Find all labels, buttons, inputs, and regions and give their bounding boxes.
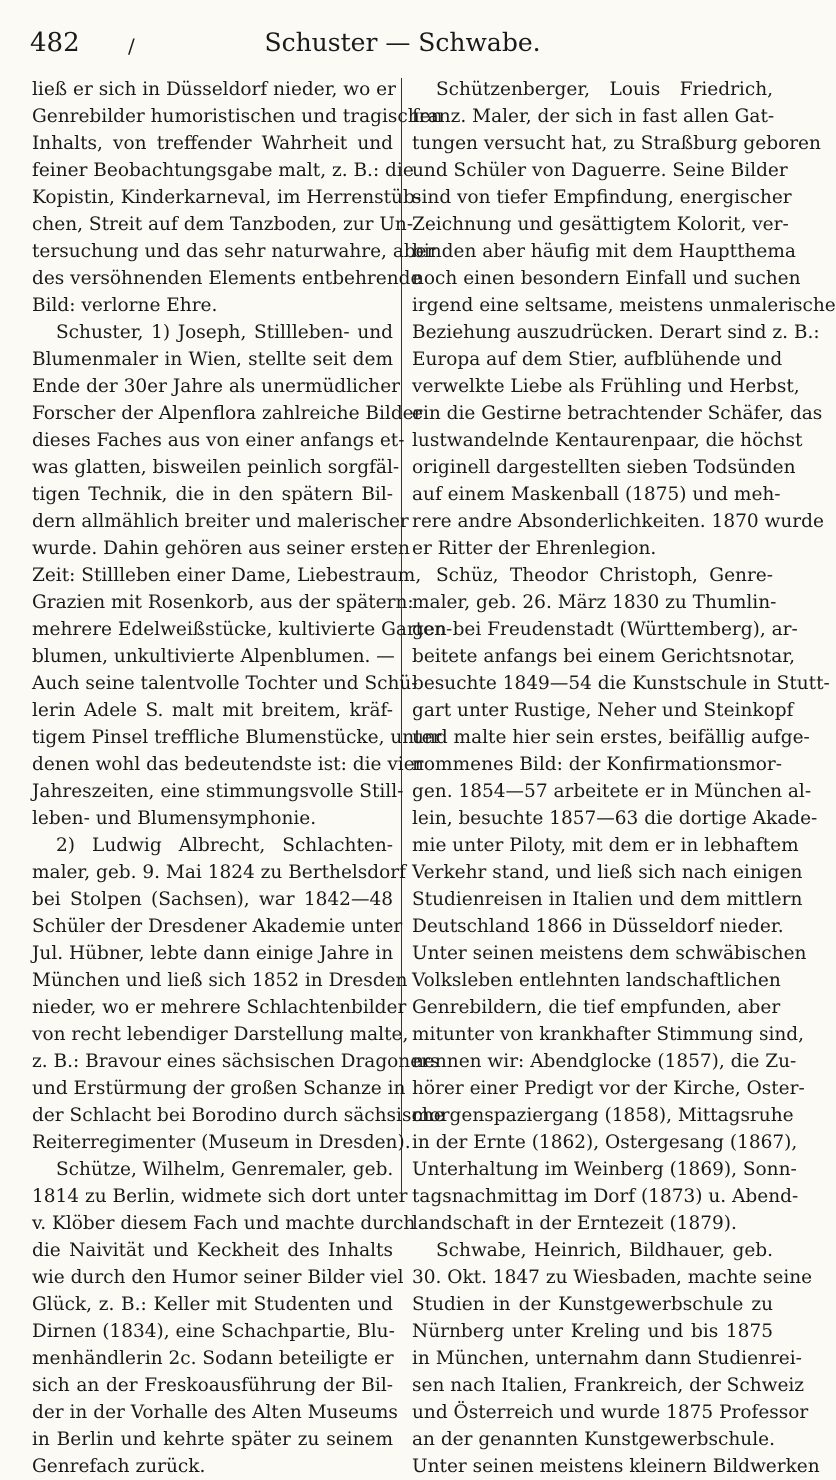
pencil-mark: /: [128, 34, 135, 58]
text-line: Verkehr stand, und ließ sich nach einigen: [412, 862, 803, 883]
text-line: Schwabe, Heinrich, Bildhauer, geb.: [436, 1240, 773, 1261]
running-head: Schuster — Schwabe.: [264, 28, 541, 57]
text-line: Schütze, Wilhelm, Genremaler, geb.: [56, 1159, 394, 1180]
text-line: Europa auf dem Stier, aufblühende und: [412, 349, 783, 370]
text-line: lustwandelnde Kentaurenpaar, die höchst: [412, 430, 803, 451]
text-line: Schüz, Theodor Christoph, Genre-: [436, 565, 773, 586]
text-line: in München, unternahm dann Studienrei-: [412, 1348, 802, 1369]
text-line: Zeichnung und gesättigtem Kolorit, ver-: [412, 214, 789, 235]
text-line: Studienreisen in Italien und dem mittlern: [412, 889, 803, 910]
text-line: ein die Gestirne betrachtender Schäfer, das: [412, 403, 823, 424]
text-line: Beziehung auszudrücken. Derart sind z. B.:: [412, 322, 820, 343]
text-line: originell dargestellten sieben Todsünden: [412, 457, 796, 478]
text-line: Glück, z. B.: Keller mit Studenten und: [32, 1294, 393, 1315]
text-line: Jul. Hübner, lebte dann einige Jahre in: [32, 943, 394, 964]
text-line: und Erstürmung der großen Schanze in: [32, 1078, 406, 1099]
text-line: wie durch den Humor seiner Bilder viel: [32, 1267, 404, 1288]
text-line: Schuster, 1) Joseph, Stillleben- und: [56, 322, 393, 343]
text-line: an der genannten Kunstgewerbschule.: [412, 1429, 775, 1450]
text-line: mitunter von krankhafter Stimmung sind,: [412, 1024, 805, 1045]
text-line: z. B.: Bravour eines sächsischen Dragoners: [32, 1051, 440, 1072]
text-line: Auch seine talentvolle Tochter und Schü-: [32, 673, 418, 694]
text-line: dieses Faches aus von einer anfangs et-: [32, 430, 405, 451]
text-line: mehrere Edelweißstücke, kultivierte Garten-: [32, 619, 453, 640]
text-line: dern allmählich breiter und malerischer: [32, 511, 409, 532]
text-line: landschaft in der Erntezeit (1879).: [412, 1213, 737, 1234]
text-line: Genrebilder humoristischen und tragischen: [32, 106, 443, 127]
text-line: wurde. Dahin gehören aus seiner ersten: [32, 538, 410, 559]
text-line: irgend eine seltsame, meistens unmalerische: [412, 295, 836, 316]
text-line: sind von tiefer Empfindung, energischer: [412, 187, 792, 208]
text-line: sich an der Freskoausführung der Bil-: [32, 1375, 393, 1396]
text-line: lerin Adele S. malt mit breitem, kräf-: [32, 700, 393, 721]
text-line: tigem Pinsel treffliche Blumenstücke, unter: [32, 727, 442, 748]
text-line: rere andre Absonderlichkeiten. 1870 wurde: [412, 511, 824, 532]
text-line: nommenes Bild: der Konfirmationsmor-: [412, 754, 783, 775]
text-line: Dirnen (1834), eine Schachpartie, Blu-: [32, 1321, 395, 1342]
text-line: Kopistin, Kinderkarneval, im Herrenstüb-: [32, 187, 422, 208]
text-line: bei Stolpen (Sachsen), war 1842—48: [32, 889, 393, 910]
text-line: denen wohl das bedeutendste ist: die vier: [32, 754, 424, 775]
text-line: tigen Technik, die in den spätern Bil-: [32, 484, 393, 505]
text-line: Unterhaltung im Weinberg (1869), Sonn-: [412, 1159, 797, 1180]
text-line: 30. Okt. 1847 zu Wiesbaden, machte seine: [412, 1267, 813, 1288]
text-line: franz. Maler, der sich in fast allen Gat-: [412, 106, 775, 127]
text-line: blumen, unkultivierte Alpenblumen. —: [32, 646, 395, 667]
text-line: nieder, wo er mehrere Schlachtenbilder: [32, 997, 407, 1018]
text-line: gen bei Freudenstadt (Württemberg), ar-: [412, 619, 798, 640]
text-line: verwelkte Liebe als Frühling und Herbst,: [412, 376, 800, 397]
text-line: besuchte 1849—54 die Kunstschule in Stutt-: [412, 673, 830, 694]
text-line: sen nach Italien, Frankreich, der Schweiz: [412, 1375, 805, 1396]
text-line: Unter seinen meistens dem schwäbischen: [412, 943, 807, 964]
text-line: v. Klöber diesem Fach und machte durch: [32, 1213, 416, 1234]
text-line: lein, besuchte 1857—63 die dortige Akade-: [412, 808, 818, 829]
text-line: noch einen besondern Einfall und suchen: [412, 268, 801, 289]
text-line: des versöhnenden Elements entbehrende: [32, 268, 422, 289]
text-line: tungen versucht hat, zu Straßburg geboren: [412, 133, 821, 154]
text-line: chen, Streit auf dem Tanzboden, zur Un-: [32, 214, 414, 235]
text-line: Forscher der Alpenflora zahlreiche Bilder: [32, 403, 423, 424]
text-line: Genrebildern, die tief empfunden, aber: [412, 997, 781, 1018]
text-line: maler, geb. 26. März 1830 zu Thumlin-: [412, 592, 777, 613]
text-line: in der Ernte (1862), Ostergesang (1867),: [412, 1132, 798, 1153]
right-column: [412, 76, 836, 1480]
text-line: Grazien mit Rosenkorb, aus der spätern:: [32, 592, 414, 613]
text-line: Unter seinen meistens kleinern Bildwerken: [412, 1456, 820, 1477]
text-line: München und ließ sich 1852 in Dresden: [32, 970, 408, 991]
text-line: Bild: verlorne Ehre.: [32, 295, 218, 316]
text-line: Inhalts, von treffender Wahrheit und: [32, 133, 393, 154]
text-line: und malte hier sein erstes, beifällig aufge-: [412, 727, 810, 748]
text-line: der in der Vorhalle des Alten Museums: [32, 1402, 398, 1423]
left-column: [32, 76, 453, 1480]
text-line: Schützenberger, Louis Friedrich,: [436, 79, 773, 100]
text-line: er Ritter der Ehrenlegion.: [412, 538, 657, 559]
page-header: [30, 26, 775, 66]
text-line: ließ er sich in Düsseldorf nieder, wo er: [32, 79, 396, 100]
text-line: feiner Beobachtungsgabe malt, z. B.: die: [32, 160, 414, 181]
text-line: maler, geb. 9. Mai 1824 zu Berthelsdorf: [32, 862, 406, 883]
text-line: Genrefach zurück.: [32, 1456, 206, 1477]
text-line: 1814 zu Berlin, widmete sich dort unter: [32, 1186, 408, 1207]
text-line: Jahreszeiten, eine stimmungsvolle Still-: [32, 781, 404, 802]
text-line: der Schlacht bei Borodino durch sächsische: [32, 1105, 445, 1126]
text-line: tagsnachmittag im Dorf (1873) u. Abend-: [412, 1186, 799, 1207]
text-line: auf einem Maskenball (1875) und meh-: [412, 484, 781, 505]
text-line: gen. 1854—57 arbeitete er in München al-: [412, 781, 812, 802]
text-line: beitete anfangs bei einem Gerichtsnotar,: [412, 646, 795, 667]
text-line: und Österreich und wurde 1875 Professor: [412, 1402, 809, 1423]
text-line: morgenspaziergang (1858), Mittagsruhe: [412, 1105, 794, 1126]
text-line: und Schüler von Daguerre. Seine Bilder: [412, 160, 788, 181]
text-line: menhändlerin 2c. Sodann beteiligte er: [32, 1348, 394, 1369]
text-line: Nürnberg unter Kreling und bis 1875: [412, 1321, 773, 1342]
text-line: Schüler der Dresdener Akademie unter: [32, 916, 403, 937]
text-line: Blumenmaler in Wien, stellte seit dem: [32, 349, 393, 370]
text-line: tersuchung und das sehr naturwahre, aber: [32, 241, 436, 262]
text-line: Ende der 30er Jahre als unermüdlicher: [32, 376, 400, 397]
text-line: Deutschland 1866 in Düsseldorf nieder.: [412, 916, 784, 937]
text-line: hörer einer Predigt vor der Kirche, Oster-: [412, 1078, 805, 1099]
text-line: Volksleben entlehnten landschaftlichen: [412, 970, 781, 991]
text-line: leben- und Blumensymphonie.: [32, 808, 317, 829]
text-line: 2) Ludwig Albrecht, Schlachten-: [56, 835, 393, 856]
text-line: in Berlin und kehrte später zu seinem: [32, 1429, 393, 1450]
text-line: nennen wir: Abendglocke (1857), die Zu-: [412, 1051, 797, 1072]
text-line: Zeit: Stillleben einer Dame, Liebestraum,: [32, 565, 422, 586]
page-number: 482: [30, 28, 80, 58]
text-line: mie unter Piloty, mit dem er in lebhaftem: [412, 835, 799, 856]
text-line: Studien in der Kunstgewerbschule zu: [412, 1294, 773, 1315]
text-line: gart unter Rustige, Neher und Steinkopf: [412, 700, 794, 721]
text-line: von recht lebendiger Darstellung malte,: [32, 1024, 409, 1045]
text-line: binden aber häufig mit dem Hauptthema: [412, 241, 796, 262]
text-line: die Naivität und Keckheit des Inhalts: [32, 1240, 393, 1261]
text-line: was glatten, bisweilen peinlich sorgfäl-: [32, 457, 400, 478]
text-line: Reiterregimenter (Museum in Dresden).: [32, 1132, 411, 1153]
